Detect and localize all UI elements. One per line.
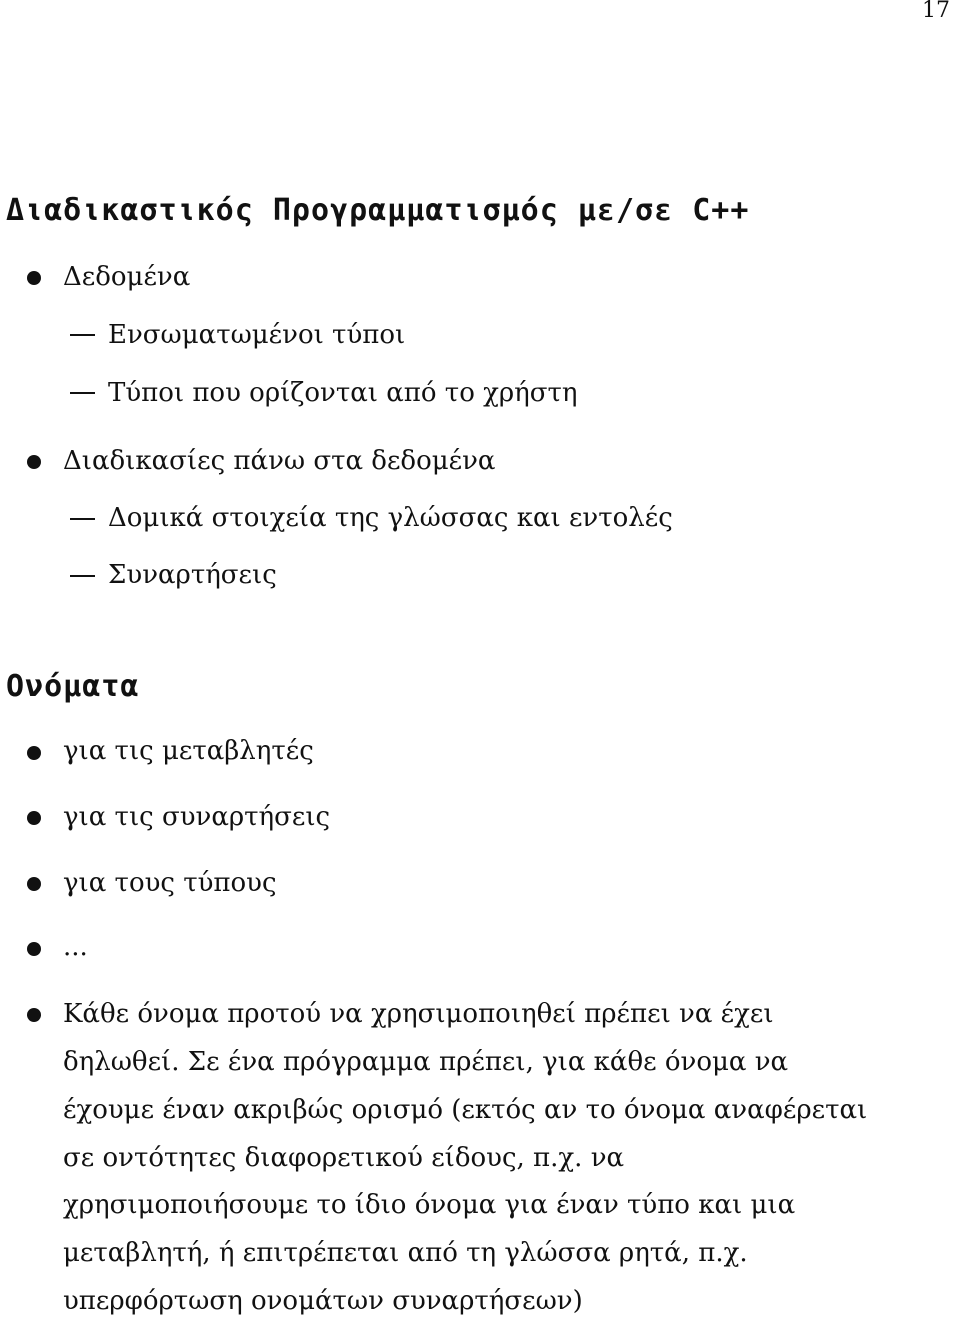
bullet-icon <box>27 271 41 285</box>
bullet-icon <box>27 811 41 825</box>
dash-icon <box>70 334 95 336</box>
subitem-builtin-types: Ενσωματωμένοι τύποι <box>108 320 406 350</box>
paragraph-line: χρησιμοποιήσουμε το ίδιο όνομα για έναν τύπο και μια <box>63 1190 796 1220</box>
bullet-icon <box>27 942 41 956</box>
bullet-item-data: Δεδομένα <box>63 262 191 292</box>
page-number: 17 <box>922 0 950 23</box>
section-heading-procedural-programming: Διαδικαστικός Προγραμματισμός με/σε C++ <box>6 193 750 228</box>
paragraph-line: δηλωθεί. Σε ένα πρόγραμμα πρέπει, για κάθε όνομα να <box>63 1047 789 1077</box>
bullet-icon <box>27 746 41 760</box>
subitem-language-elements: Δομικά στοιχεία της γλώσσας και εντολές <box>108 503 673 533</box>
paragraph-line: μεταβλητή, ή επιτρέπεται από τη γλώσσα ρητά, π.χ. <box>63 1238 748 1268</box>
paragraph-line: υπερφόρτωση ονομάτων συναρτήσεων) <box>63 1286 583 1316</box>
bullet-icon <box>27 877 41 891</box>
bullet-item-ellipsis: ... <box>63 932 88 962</box>
bullet-icon <box>27 455 41 469</box>
bullet-item-variables: για τις μεταβλητές <box>63 736 314 766</box>
section-heading-names: Ονόματα <box>6 669 140 704</box>
bullet-item-functions: για τις συναρτήσεις <box>63 802 331 832</box>
subitem-user-types: Τύποι που ορίζονται από το χρήστη <box>108 378 578 408</box>
subitem-functions: Συναρτήσεις <box>108 560 277 590</box>
paragraph-line: σε οντότητες διαφορετικού είδους, π.χ. να <box>63 1143 625 1173</box>
paragraph-line: έχουμε έναν ακριβώς ορισμό (εκτός αν το όνομα αναφέρεται <box>63 1095 868 1125</box>
bullet-icon <box>27 1008 41 1022</box>
bullet-item-procedures: Διαδικασίες πάνω στα δεδομένα <box>63 446 496 476</box>
bullet-item-types: για τους τύπους <box>63 868 277 898</box>
dash-icon <box>70 392 95 394</box>
dash-icon <box>70 575 95 577</box>
paragraph-line: Κάθε όνομα προτού να χρησιμοποιηθεί πρέπει να έχει <box>63 999 774 1029</box>
dash-icon <box>70 518 95 520</box>
